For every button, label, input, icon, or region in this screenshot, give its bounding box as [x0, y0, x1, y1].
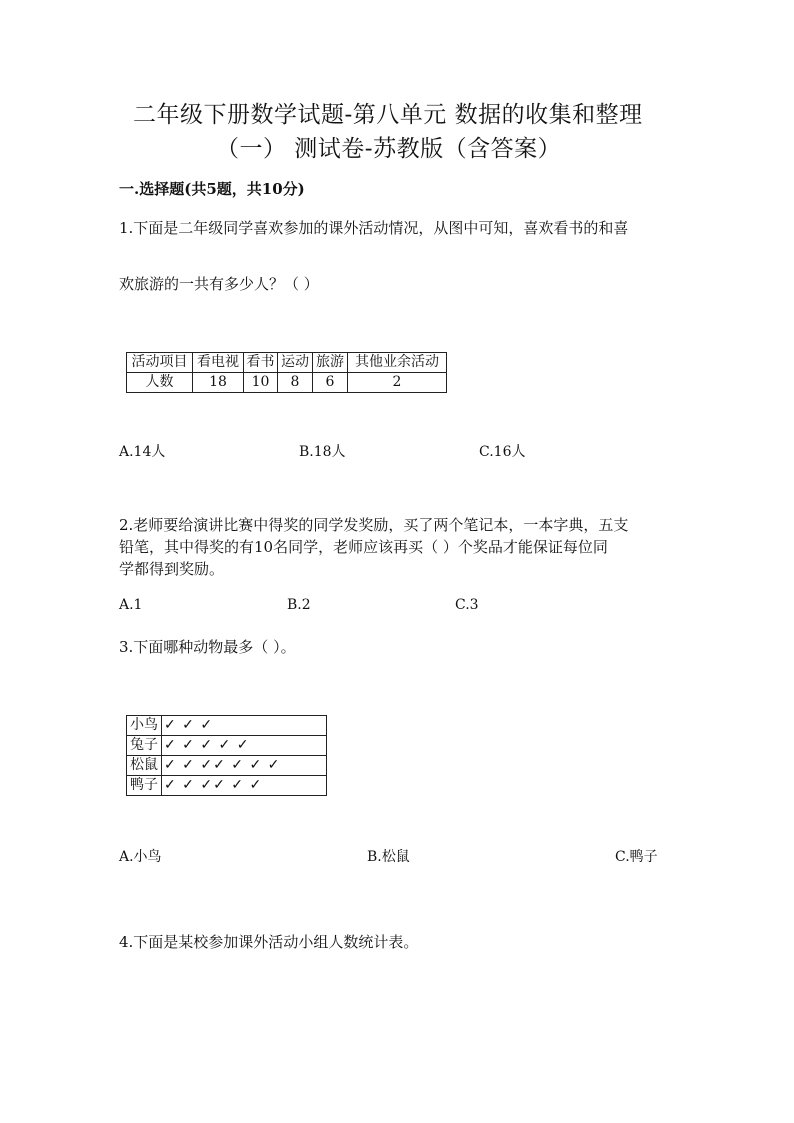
tally-marks: ✓ ✓ ✓✓ ✓ ✓ ✓	[162, 756, 327, 776]
tally-marks: ✓ ✓ ✓✓ ✓ ✓	[162, 776, 327, 796]
question-1-table	[126, 352, 447, 393]
question-2-option-b[interactable]: B.2	[287, 597, 311, 613]
table-header-cell: 其他业余活动	[348, 353, 447, 373]
table-row	[127, 716, 327, 736]
question-2-text-line-1: 2.老师要给演讲比赛中得奖的同学发奖励，买了两个笔记本，一本字典，五支	[119, 516, 629, 534]
question-3-option-a[interactable]: A.小鸟	[119, 849, 162, 865]
question-2-text-line-2: 铅笔，其中得奖的有10名同学，老师应该再买（ ）个奖品才能保证每位同	[119, 538, 608, 556]
table-cell: 6	[313, 373, 348, 393]
question-3-text: 3.下面哪种动物最多（ ）。	[119, 638, 296, 656]
section-heading: 一.选择题(共5题，共10分)	[119, 180, 305, 198]
tally-marks: ✓ ✓ ✓ ✓ ✓	[162, 736, 327, 756]
animal-label: 小鸟	[127, 716, 162, 736]
tally-marks: ✓ ✓ ✓	[162, 716, 327, 736]
table-row	[127, 373, 447, 393]
page-title-line-1: 二年级下册数学试题-第八单元 数据的收集和整理	[133, 102, 643, 128]
table-cell: 2	[348, 373, 447, 393]
animal-label: 鸭子	[127, 776, 162, 796]
question-1-option-a[interactable]: A.14人	[119, 444, 166, 460]
question-2-option-a[interactable]: A.1	[119, 597, 143, 613]
table-header-cell: 旅游	[313, 353, 348, 373]
table-header-cell: 运动	[278, 353, 313, 373]
table-row	[127, 776, 327, 796]
table-cell: 8	[278, 373, 313, 393]
question-2-option-c[interactable]: C.3	[455, 597, 479, 613]
question-1-text-line-2: 欢旅游的一共有多少人？（ ）	[119, 275, 319, 293]
table-cell: 人数	[127, 373, 193, 393]
question-1-option-c[interactable]: C.16人	[479, 444, 526, 460]
table-header-cell: 活动项目	[127, 353, 193, 373]
animal-label: 松鼠	[127, 756, 162, 776]
question-3-option-b[interactable]: B.松鼠	[367, 849, 410, 865]
table-header-cell: 看书	[244, 353, 278, 373]
question-3-tally-table	[126, 715, 327, 796]
table-cell: 10	[244, 373, 278, 393]
table-cell: 18	[193, 373, 244, 393]
question-2-text-line-3: 学都得到奖励。	[119, 560, 225, 578]
question-1-text-line-1: 1.下面是二年级同学喜欢参加的课外活动情况，从图中可知，喜欢看书的和喜	[119, 219, 629, 237]
question-4-text: 4.下面是某校参加课外活动小组人数统计表。	[119, 933, 419, 951]
question-3-option-c[interactable]: C.鸭子	[615, 849, 658, 865]
table-header-cell: 看电视	[193, 353, 244, 373]
animal-label: 兔子	[127, 736, 162, 756]
question-1-option-b[interactable]: B.18人	[299, 444, 346, 460]
table-row	[127, 736, 327, 756]
table-header-row	[127, 353, 447, 373]
page-title-line-2: （一） 测试卷-苏教版（含答案）	[216, 136, 562, 162]
table-row	[127, 756, 327, 776]
